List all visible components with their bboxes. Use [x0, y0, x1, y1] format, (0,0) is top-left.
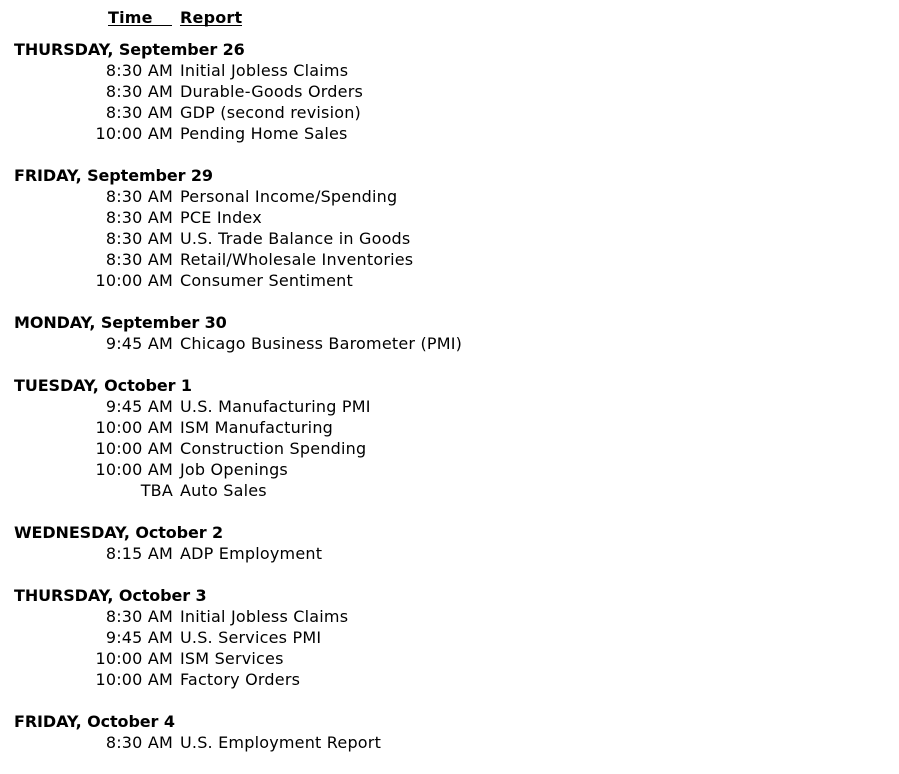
day-heading: THURSDAY, September 26 [14, 40, 245, 59]
day-section [0, 39, 899, 144]
event-report: Pending Home Sales [180, 124, 348, 143]
event-row [0, 186, 899, 207]
event-row [0, 438, 899, 459]
day-heading: FRIDAY, September 29 [14, 166, 213, 185]
day-heading: FRIDAY, October 4 [14, 712, 175, 731]
day-section [0, 312, 899, 354]
event-time: 8:15 AM [105, 544, 173, 563]
event-time: 9:45 AM [105, 397, 173, 416]
schedule-list [0, 39, 899, 774]
event-time: 8:30 AM [105, 607, 173, 626]
time-column-header: Time [108, 7, 172, 26]
event-time: 8:30 AM [105, 208, 173, 227]
event-report: Factory Orders [180, 670, 301, 689]
event-row [0, 459, 899, 480]
event-row [0, 543, 899, 564]
event-report: U.S. Services PMI [180, 628, 322, 647]
day-section [0, 375, 899, 501]
event-time: 10:00 AM [95, 439, 173, 458]
event-time: 8:30 AM [105, 229, 173, 248]
day-section [0, 522, 899, 564]
event-report: Personal Income/Spending [180, 187, 398, 206]
event-time: 10:00 AM [95, 460, 173, 479]
event-time: TBA [140, 481, 173, 500]
event-row [0, 627, 899, 648]
event-row [0, 102, 899, 123]
event-time: 10:00 AM [95, 670, 173, 689]
report-column-header: Report [180, 8, 243, 27]
event-time: 8:30 AM [105, 733, 173, 752]
event-time: 10:00 AM [95, 649, 173, 668]
event-time: 10:00 AM [95, 418, 173, 437]
event-time: 8:30 AM [105, 250, 173, 269]
event-time: 8:30 AM [105, 61, 173, 80]
column-header-row [0, 7, 899, 28]
event-report: ISM Services [180, 649, 284, 668]
event-row [0, 207, 899, 228]
day-section [0, 711, 899, 753]
event-time: 8:30 AM [105, 82, 173, 101]
day-heading: WEDNESDAY, October 2 [14, 523, 224, 542]
event-row [0, 417, 899, 438]
event-row [0, 60, 899, 81]
event-report: ADP Employment [180, 544, 323, 563]
event-time: 10:00 AM [95, 271, 173, 290]
event-time: 9:45 AM [105, 628, 173, 647]
day-heading: MONDAY, September 30 [14, 313, 227, 332]
event-time: 8:30 AM [105, 187, 173, 206]
day-section [0, 585, 899, 690]
event-report: PCE Index [180, 208, 262, 227]
event-time: 9:45 AM [105, 334, 173, 353]
event-row [0, 480, 899, 501]
event-report: Retail/Wholesale Inventories [180, 250, 414, 269]
event-report: U.S. Trade Balance in Goods [180, 229, 411, 248]
event-report: U.S. Manufacturing PMI [180, 397, 371, 416]
event-report: U.S. Employment Report [180, 733, 382, 752]
event-report: ISM Manufacturing [180, 418, 334, 437]
event-report: Auto Sales [180, 481, 267, 500]
event-report: Chicago Business Barometer (PMI) [180, 334, 463, 353]
event-report: Initial Jobless Claims [180, 61, 349, 80]
event-time: 8:30 AM [105, 103, 173, 122]
event-row [0, 333, 899, 354]
event-time: 10:00 AM [95, 124, 173, 143]
event-report: GDP (second revision) [180, 103, 361, 122]
event-row [0, 249, 899, 270]
event-report: Durable-Goods Orders [180, 82, 364, 101]
day-section [0, 165, 899, 291]
event-row [0, 669, 899, 690]
event-row [0, 648, 899, 669]
event-report: Consumer Sentiment [180, 271, 353, 290]
event-row [0, 270, 899, 291]
day-heading: THURSDAY, October 3 [14, 586, 207, 605]
event-row [0, 81, 899, 102]
event-report: Job Openings [180, 460, 288, 479]
day-heading: TUESDAY, October 1 [14, 376, 192, 395]
event-report: Construction Spending [180, 439, 367, 458]
event-row [0, 123, 899, 144]
event-row [0, 732, 899, 753]
event-row [0, 606, 899, 627]
event-row [0, 396, 899, 417]
event-row [0, 228, 899, 249]
event-report: Initial Jobless Claims [180, 607, 349, 626]
